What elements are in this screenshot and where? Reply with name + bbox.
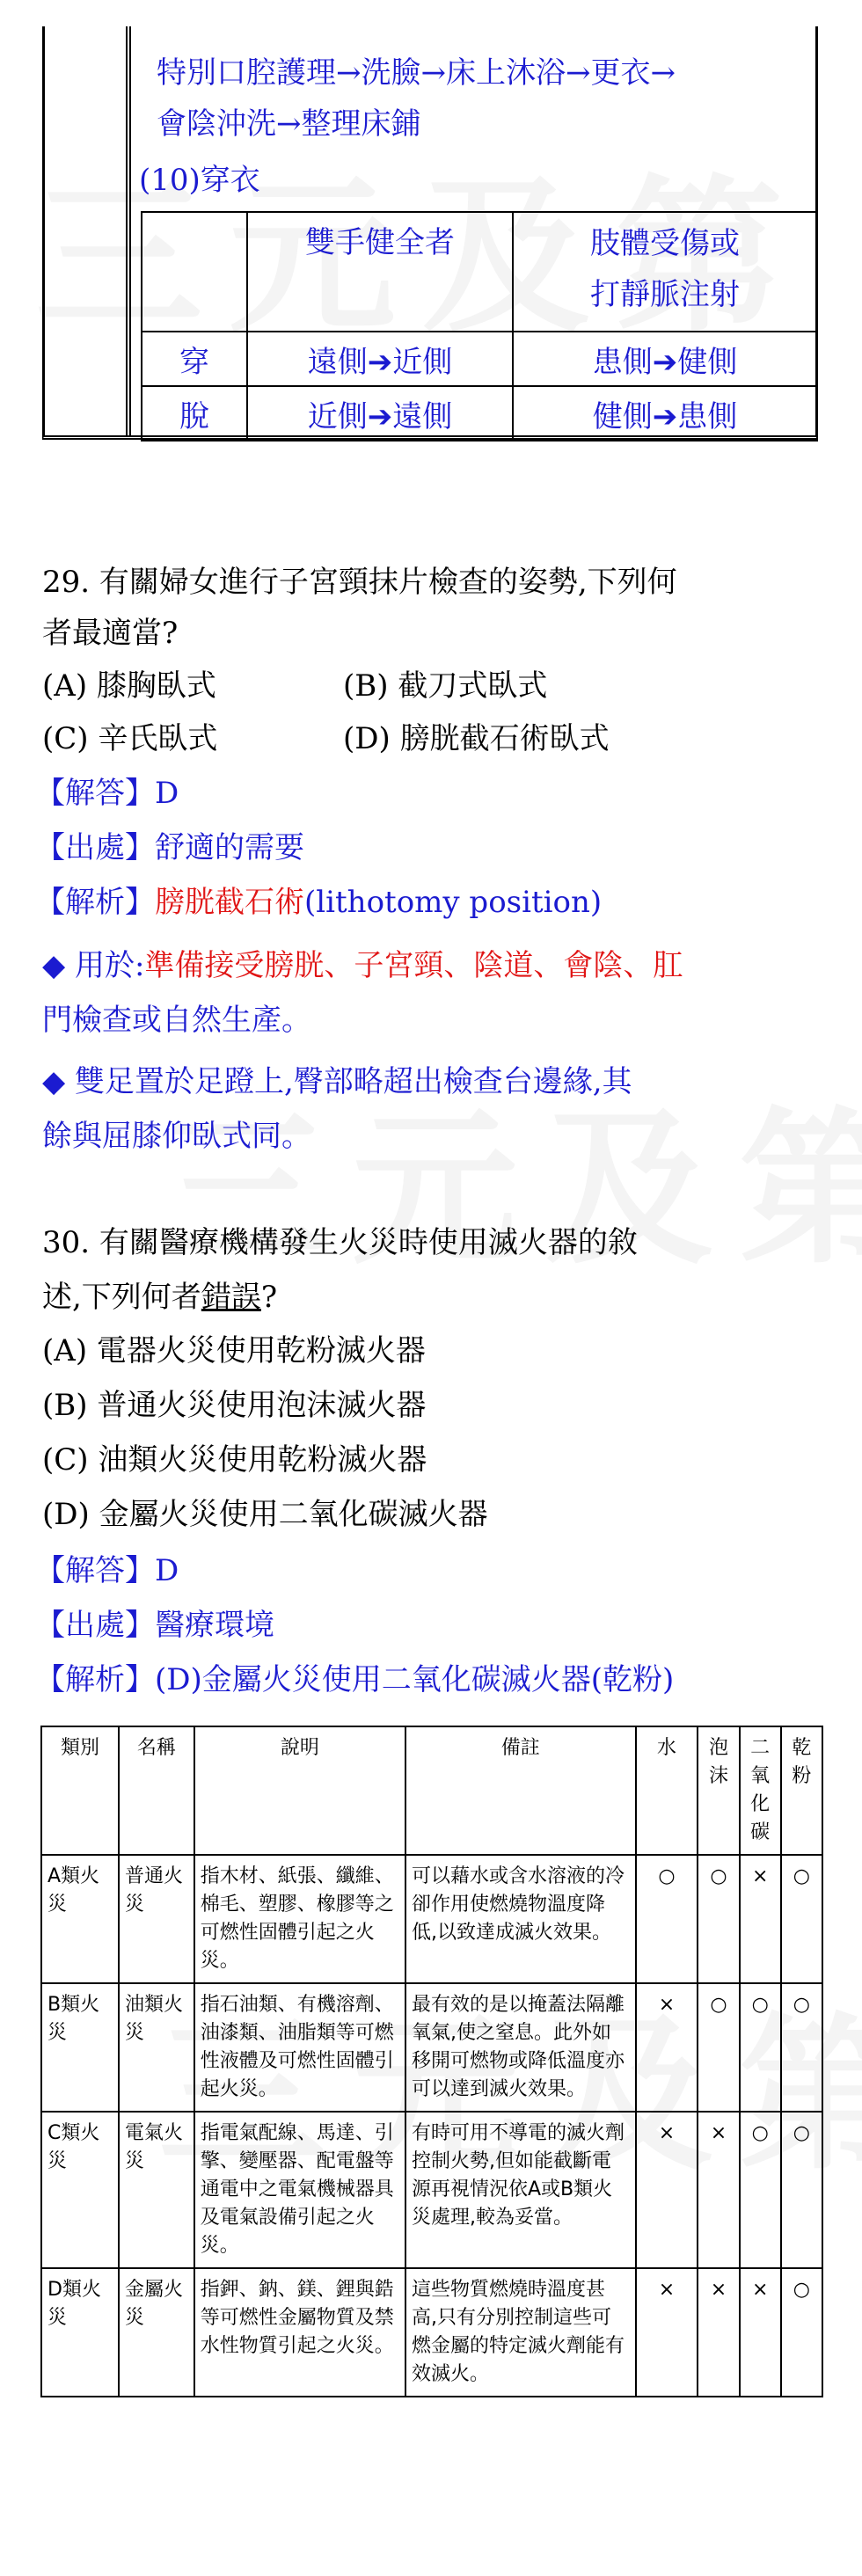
procedure-line-1: 特別口腔護理→洗臉→床上沐浴→更衣→ — [157, 55, 676, 91]
dressing-table — [141, 211, 818, 441]
dressing-row-off: 脫 近側➔遠側 健側➔患側 — [142, 386, 817, 441]
q29-option-b: (B) 截刀式臥式 — [343, 668, 548, 704]
q30-option-a: (A) 電器火災使用乾粉滅火器 — [42, 1333, 426, 1368]
q29-bullet-2: ◆ 雙足置於足蹬上,臀部略超出檢查台邊緣,其 — [42, 1064, 632, 1099]
q30-answer: 【解答】D — [35, 1553, 179, 1588]
q30-option-c: (C) 油類火災使用乾粉滅火器 — [42, 1442, 427, 1478]
q30-source: 【出處】醫療環境 — [35, 1608, 274, 1643]
q30-option-b: (B) 普通火災使用泡沫滅火器 — [42, 1388, 427, 1423]
q29-answer: 【解答】D — [35, 776, 179, 811]
q30-stem-2: 述,下列何者錯誤? — [42, 1280, 278, 1315]
dressing-header-injured: 肢體受傷或 打靜脈注射 — [513, 212, 817, 332]
q29-option-a: (A) 膝胸臥式 — [42, 668, 216, 704]
q30-stem-1: 30. 有關醫療機構發生火災時使用滅火器的敘 — [42, 1225, 638, 1260]
q29-stem-2: 者最適當? — [42, 616, 179, 651]
q29-option-c: (C) 辛氏臥式 — [42, 721, 218, 756]
q29-stem-1: 29. 有關婦女進行子宮頸抹片檢查的姿勢,下列何 — [42, 565, 677, 600]
q29-bullet-1-cont: 門檢查或自然生產。 — [42, 1003, 311, 1038]
extinguisher-table-header: 類別 名稱 說明 備註 水 泡沫 二氧化碳 乾粉 — [41, 1726, 822, 1855]
q29-explanation: 【解析】膀胱截石術(lithotomy position) — [35, 885, 603, 920]
q30-option-d: (D) 金屬火災使用二氧化碳滅火器 — [42, 1497, 488, 1532]
table-row: D類火災 金屬火災 指鉀、鈉、鎂、鋰與鋯等可燃性金屬物質及禁水性物質引起之火災。 這些物質燃燒時溫度甚高,只有分別控制這些可燃金屬的特定滅火劑能有效滅火。 × × × ○ — [41, 2268, 822, 2397]
procedure-line-2: 會陰沖洗→整理床鋪 — [157, 106, 421, 142]
extinguisher-table — [40, 1726, 823, 2397]
table-row: B類火災 油類火災 指石油類、有機溶劑、油漆類、油脂類等可燃性液體及可燃性固體引起火災。 最有效的是以掩蓋法隔離氧氣,使之窒息。此外如移開可燃物或降低溫度亦可以達到滅火效果。 × ○ ○ ○ — [41, 1983, 822, 2112]
q29-bullet-1: ◆ 用於:準備接受膀胱、子宮頸、陰道、會陰、肛 — [42, 948, 683, 983]
procedure-line-3: (10)穿衣 — [139, 163, 260, 198]
dressing-header-healthy: 雙手健全者 — [247, 212, 513, 332]
table-row: A類火災 普通火災 指木材、紙張、纖維、棉毛、塑膠、橡膠等之可燃性固體引起之火災。 可以藉水或含水溶液的冷卻作用使燃燒物溫度降低,以致達成滅火效果。 ○ ○ × ○ — [41, 1855, 822, 1983]
table-row: C類火災 電氣火災 指電氣配線、馬達、引擎、變壓器、配電盤等通電中之電氣機械器具及電氣設備引起之火災。 有時可用不導電的滅火劑控制火勢,但如能截斷電源再視情況依A或B類火災處理,較為妥當。 × × ○ ○ — [41, 2112, 822, 2268]
q29-bullet-2-cont: 餘與屈膝仰臥式同。 — [42, 1119, 311, 1154]
q29-source: 【出處】舒適的需要 — [35, 830, 304, 865]
q29-option-d: (D) 膀胱截石術臥式 — [343, 721, 610, 756]
q30-explanation: 【解析】(D)金屬火災使用二氧化碳滅火器(乾粉) — [35, 1662, 675, 1697]
dressing-row-on: 穿 遠側➔近側 患側➔健側 — [142, 332, 817, 386]
